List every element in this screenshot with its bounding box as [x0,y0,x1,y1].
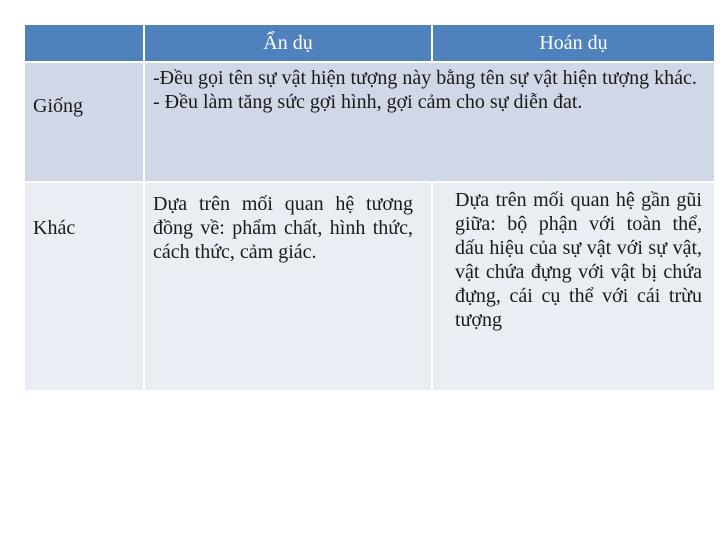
similarity-line-1: -Đều gọi tên sự vật hiện tượng này bằng tên sự vật hiện tượng khác. [153,67,697,89]
difference-hoan-du-text: Dựa trên mối quan hệ gần gũi giữa: bộ phận với toàn thể, dấu hiệu của sự vật với sự vật, vật chứa đựng với vật bị chứa đựng, cái cụ thể với cái trừu tượng [455,189,702,331]
header-empty-cell [25,25,143,61]
similarity-cell [145,63,714,181]
difference-an-du-cell [145,183,431,390]
header-an-du: Ẩn dụ [145,25,431,61]
header-hoan-du: Hoán dụ [433,25,714,61]
row-label-giong: Giống [25,63,143,181]
row-label-khac: Khác [25,183,143,390]
similarity-line-2: - Đều làm tăng sức gợi hình, gợi cảm cho sự diễn đat. [153,91,583,113]
difference-hoan-du-cell [433,183,714,390]
comparison-table [25,25,714,390]
difference-an-du-text: Dựa trên mối quan hệ tương đồng về: phẩm chất, hình thức, cách thức, cảm giác. [153,193,413,263]
